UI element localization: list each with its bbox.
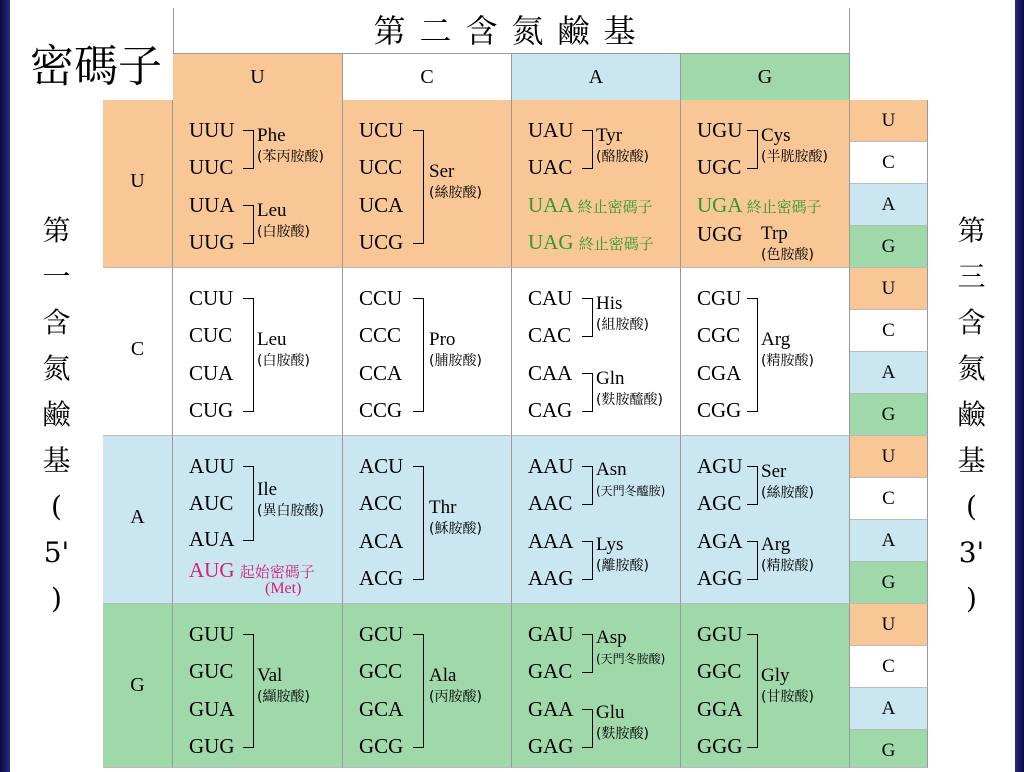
bracket [582, 466, 593, 505]
amino-acid [596, 294, 649, 335]
amino-acid [596, 535, 649, 576]
codon-block-UG [681, 100, 850, 268]
amino-acid-zh: (麩胺酸) [596, 726, 649, 742]
codon: AUG [189, 558, 235, 582]
codon: CCC [359, 323, 402, 347]
bracket [747, 130, 758, 169]
codon-block-AA [512, 436, 681, 604]
codon: GCU [359, 622, 404, 646]
amino-acid [257, 126, 324, 167]
bracket [243, 466, 254, 541]
first-label-char: 氮 [42, 352, 71, 385]
amino-acid [596, 369, 663, 410]
amino-acid-zh: (半胱胺酸) [761, 149, 828, 165]
stop-label: 終止密碼子 [577, 198, 653, 216]
codon: UAG [528, 230, 574, 254]
third-label-char: 鹼 [957, 398, 986, 431]
stop-label: 終止密碼子 [746, 198, 822, 216]
codon: GAA [528, 697, 574, 721]
amino-acid-zh: (精胺酸) [761, 558, 814, 574]
codon: AAC [528, 491, 573, 515]
third-base-A: A [850, 352, 928, 394]
amino-acid-zh: (纈胺酸) [257, 689, 310, 705]
amino-acid [257, 666, 310, 707]
bracket [243, 298, 254, 412]
third-label-char: 3' [958, 536, 985, 569]
codon: GUG [189, 734, 235, 758]
amino-acid-name: Phe [257, 125, 286, 146]
amino-acid-zh: (天門冬醯胺) [596, 484, 666, 498]
start-label: 起始密碼子 [239, 563, 315, 581]
amino-acid [596, 628, 665, 669]
bracket [747, 298, 758, 412]
amino-acid-zh: (精胺酸) [761, 353, 814, 369]
codon: UUC [189, 155, 234, 179]
amino-acid-name: Arg [761, 534, 791, 555]
amino-acid-zh: (白胺酸) [257, 224, 310, 240]
amino-acid [761, 330, 814, 371]
amino-acid [761, 462, 814, 503]
amino-acid [761, 224, 814, 265]
amino-acid [257, 480, 324, 521]
codon: GAU [528, 622, 574, 646]
amino-acid-zh: (絲胺酸) [761, 485, 814, 501]
codon: UCU [359, 118, 404, 142]
third-base-U: U [850, 268, 928, 310]
amino-acid-name: Leu [257, 200, 287, 221]
codon: CGG [697, 398, 742, 422]
codon: GUA [189, 697, 235, 721]
bracket [582, 373, 593, 412]
second-base-A: A [512, 54, 681, 100]
codon-block-UC [343, 100, 512, 268]
codon-block-AU [173, 436, 343, 604]
codon: AUA [189, 527, 235, 551]
codon-block-AC [343, 436, 512, 604]
third-base-C: C [850, 646, 928, 688]
bracket [582, 541, 593, 580]
codon: GGG [697, 734, 743, 758]
second-base-G: G [681, 54, 850, 100]
stop-codon [528, 230, 654, 255]
first-label-char: ( [51, 490, 62, 523]
bracket [582, 709, 593, 748]
amino-acid-zh: (穌胺酸) [429, 521, 482, 537]
amino-acid [596, 126, 649, 167]
codon: GGU [697, 622, 743, 646]
amino-acid-zh: (天門冬胺酸) [596, 652, 666, 666]
first-label-char: 基 [42, 444, 71, 477]
third-label-char: 三 [957, 260, 986, 293]
first-label-char: 鹼 [42, 398, 71, 431]
amino-acid-name: Tyr [596, 125, 623, 146]
amino-acid-zh: (苯丙胺酸) [257, 149, 324, 165]
stop-codon [697, 193, 822, 218]
top-right-blank [850, 8, 1015, 100]
codon: UCA [359, 193, 404, 217]
codon: GUC [189, 659, 234, 683]
codon-block-CG [681, 268, 850, 436]
codon-block-AG [681, 436, 850, 604]
codon: UCC [359, 155, 403, 179]
amino-acid-name: Lys [596, 534, 624, 555]
amino-acid [429, 162, 482, 203]
amino-acid-zh: (丙胺酸) [429, 689, 482, 705]
table-title: 密碼子 [10, 8, 173, 100]
amino-acid-name: Ser [429, 161, 455, 182]
codon: CAA [528, 361, 573, 385]
codon: UUA [189, 193, 235, 217]
amino-acid-name: Ile [257, 479, 278, 500]
first-base-G: G [103, 604, 173, 768]
amino-acid-name: Trp [761, 223, 788, 244]
codon: CUA [189, 361, 234, 385]
third-base-C: C [850, 478, 928, 520]
codon: CCU [359, 286, 403, 310]
stop-label: 終止密碼子 [578, 235, 654, 253]
amino-acid-name: Val [257, 665, 283, 686]
bracket [243, 634, 254, 748]
first-label-char: ) [51, 582, 62, 615]
amino-acid-name: Asn [596, 459, 627, 480]
codon: CUC [189, 323, 233, 347]
codon: CAG [528, 398, 573, 422]
codon: AUU [189, 454, 235, 478]
first-label-char: 第 [42, 214, 71, 247]
amino-acid [596, 460, 665, 501]
codon: CCA [359, 361, 403, 385]
codon: ACA [359, 529, 404, 553]
amino-acid-zh: (白胺酸) [257, 353, 310, 369]
codon-block-GU [173, 604, 343, 768]
third-base-A: A [850, 520, 928, 562]
first-base-A: A [103, 436, 173, 604]
amino-acid-name: Ala [429, 665, 457, 686]
codon: UCG [359, 230, 404, 254]
third-label-char: ) [966, 582, 977, 615]
amino-acid [596, 703, 649, 744]
amino-acid-name: Gly [761, 665, 790, 686]
codon-block-UU [173, 100, 343, 268]
amino-acid-name: Asp [596, 627, 627, 648]
codon: AGA [697, 529, 743, 553]
codon: UUG [189, 230, 235, 254]
third-base-A: A [850, 184, 928, 226]
third-base-C: C [850, 142, 928, 184]
third-label-char: ( [966, 490, 977, 523]
codon: AGC [697, 491, 742, 515]
amino-acid-zh: (絲胺酸) [429, 185, 482, 201]
third-base-label [928, 100, 1015, 768]
codon: AAG [528, 566, 574, 590]
bracket [243, 205, 254, 244]
amino-acid-name: Cys [761, 125, 791, 146]
codon: CGU [697, 286, 742, 310]
third-label-char: 第 [957, 214, 986, 247]
amino-acid-name: Pro [429, 329, 456, 350]
third-label-char: 氮 [957, 352, 986, 385]
amino-acid-name: Thr [429, 497, 457, 518]
amino-acid-name: His [596, 293, 623, 314]
bracket [413, 130, 424, 244]
amino-acid-name: Arg [761, 329, 791, 350]
third-label-char: 含 [957, 306, 986, 339]
codon: UAA [528, 193, 573, 217]
amino-acid-zh: (色胺酸) [761, 247, 814, 263]
bracket [747, 634, 758, 748]
amino-acid-zh: (組胺酸) [596, 317, 649, 333]
codon-block-CU [173, 268, 343, 436]
stop-codon [528, 193, 653, 218]
codon: AAA [528, 529, 574, 553]
amino-acid [761, 126, 828, 167]
codon: UAU [528, 118, 574, 142]
amino-acid [761, 535, 814, 576]
first-base-U: U [103, 100, 173, 268]
codon: CAU [528, 286, 573, 310]
codon: CUU [189, 286, 234, 310]
codon: CGA [697, 361, 742, 385]
codon: AGG [697, 566, 743, 590]
amino-acid [429, 330, 482, 371]
amino-acid [761, 666, 814, 707]
codon: GAC [528, 659, 573, 683]
codon-block-CA [512, 268, 681, 436]
codon-block-GC [343, 604, 512, 768]
codon: AAU [528, 454, 574, 478]
codon: UUU [189, 118, 235, 142]
amino-acid-zh: (甘胺酸) [761, 689, 814, 705]
first-base-label [10, 100, 103, 768]
codon: UAC [528, 155, 573, 179]
first-base-C: C [103, 268, 173, 436]
amino-acid-zh: (離胺酸) [596, 558, 649, 574]
bracket [582, 634, 593, 673]
amino-acid-name: Glu [596, 702, 625, 723]
amino-acid-zh: (脯胺酸) [429, 353, 482, 369]
amino-acid-name: Gln [596, 368, 625, 389]
third-base-U: U [850, 436, 928, 478]
bracket [582, 130, 593, 169]
codon: UGG [697, 222, 743, 246]
first-label-char: 一 [42, 260, 71, 293]
codon: GCA [359, 697, 404, 721]
amino-acid-name: Leu [257, 329, 287, 350]
bracket [413, 466, 424, 580]
codon: CUG [189, 398, 234, 422]
amino-acid-name: Ser [761, 461, 787, 482]
codon: AGU [697, 454, 743, 478]
amino-acid-zh: (酪胺酸) [596, 149, 649, 165]
third-base-G: G [850, 730, 928, 768]
codon: UGA [697, 193, 742, 217]
amino-acid [257, 201, 310, 242]
third-base-A: A [850, 688, 928, 730]
amino-acid [429, 666, 482, 707]
first-label-char: 5' [43, 536, 70, 569]
second-base-U: U [173, 54, 343, 100]
codon: ACG [359, 566, 404, 590]
codon: UGC [697, 155, 742, 179]
codon-block-GG [681, 604, 850, 768]
amino-acid [257, 330, 310, 371]
codon: GUU [189, 622, 235, 646]
start-amino-acid: (Met) [265, 580, 302, 597]
codon: ACU [359, 454, 404, 478]
codon: UGU [697, 118, 743, 142]
third-base-U: U [850, 100, 928, 142]
codon: GCG [359, 734, 404, 758]
codon: GGC [697, 659, 742, 683]
amino-acid-zh: (麩胺醯酸) [596, 392, 663, 408]
third-base-U: U [850, 604, 928, 646]
bracket [413, 298, 424, 412]
codon-block-GA [512, 604, 681, 768]
third-label-char: 基 [957, 444, 986, 477]
codon: AUC [189, 491, 234, 515]
bracket [582, 298, 593, 337]
codon: CGC [697, 323, 741, 347]
codon: GAG [528, 734, 574, 758]
third-base-C: C [850, 310, 928, 352]
codon-block-UA [512, 100, 681, 268]
codon-block-CC [343, 268, 512, 436]
bracket [747, 466, 758, 505]
bracket [747, 541, 758, 580]
codon: GGA [697, 697, 743, 721]
second-base-C: C [343, 54, 512, 100]
amino-acid [429, 498, 482, 539]
third-base-G: G [850, 562, 928, 604]
amino-acid-zh: (異白胺酸) [257, 503, 324, 519]
bracket [413, 634, 424, 748]
third-base-G: G [850, 394, 928, 436]
third-base-G: G [850, 226, 928, 268]
codon: CAC [528, 323, 572, 347]
codon: ACC [359, 491, 403, 515]
codon: GCC [359, 659, 403, 683]
bracket [243, 130, 254, 169]
first-label-char: 含 [42, 306, 71, 339]
second-base-title: 第二含氮鹼基 [173, 8, 850, 54]
codon: CCG [359, 398, 403, 422]
